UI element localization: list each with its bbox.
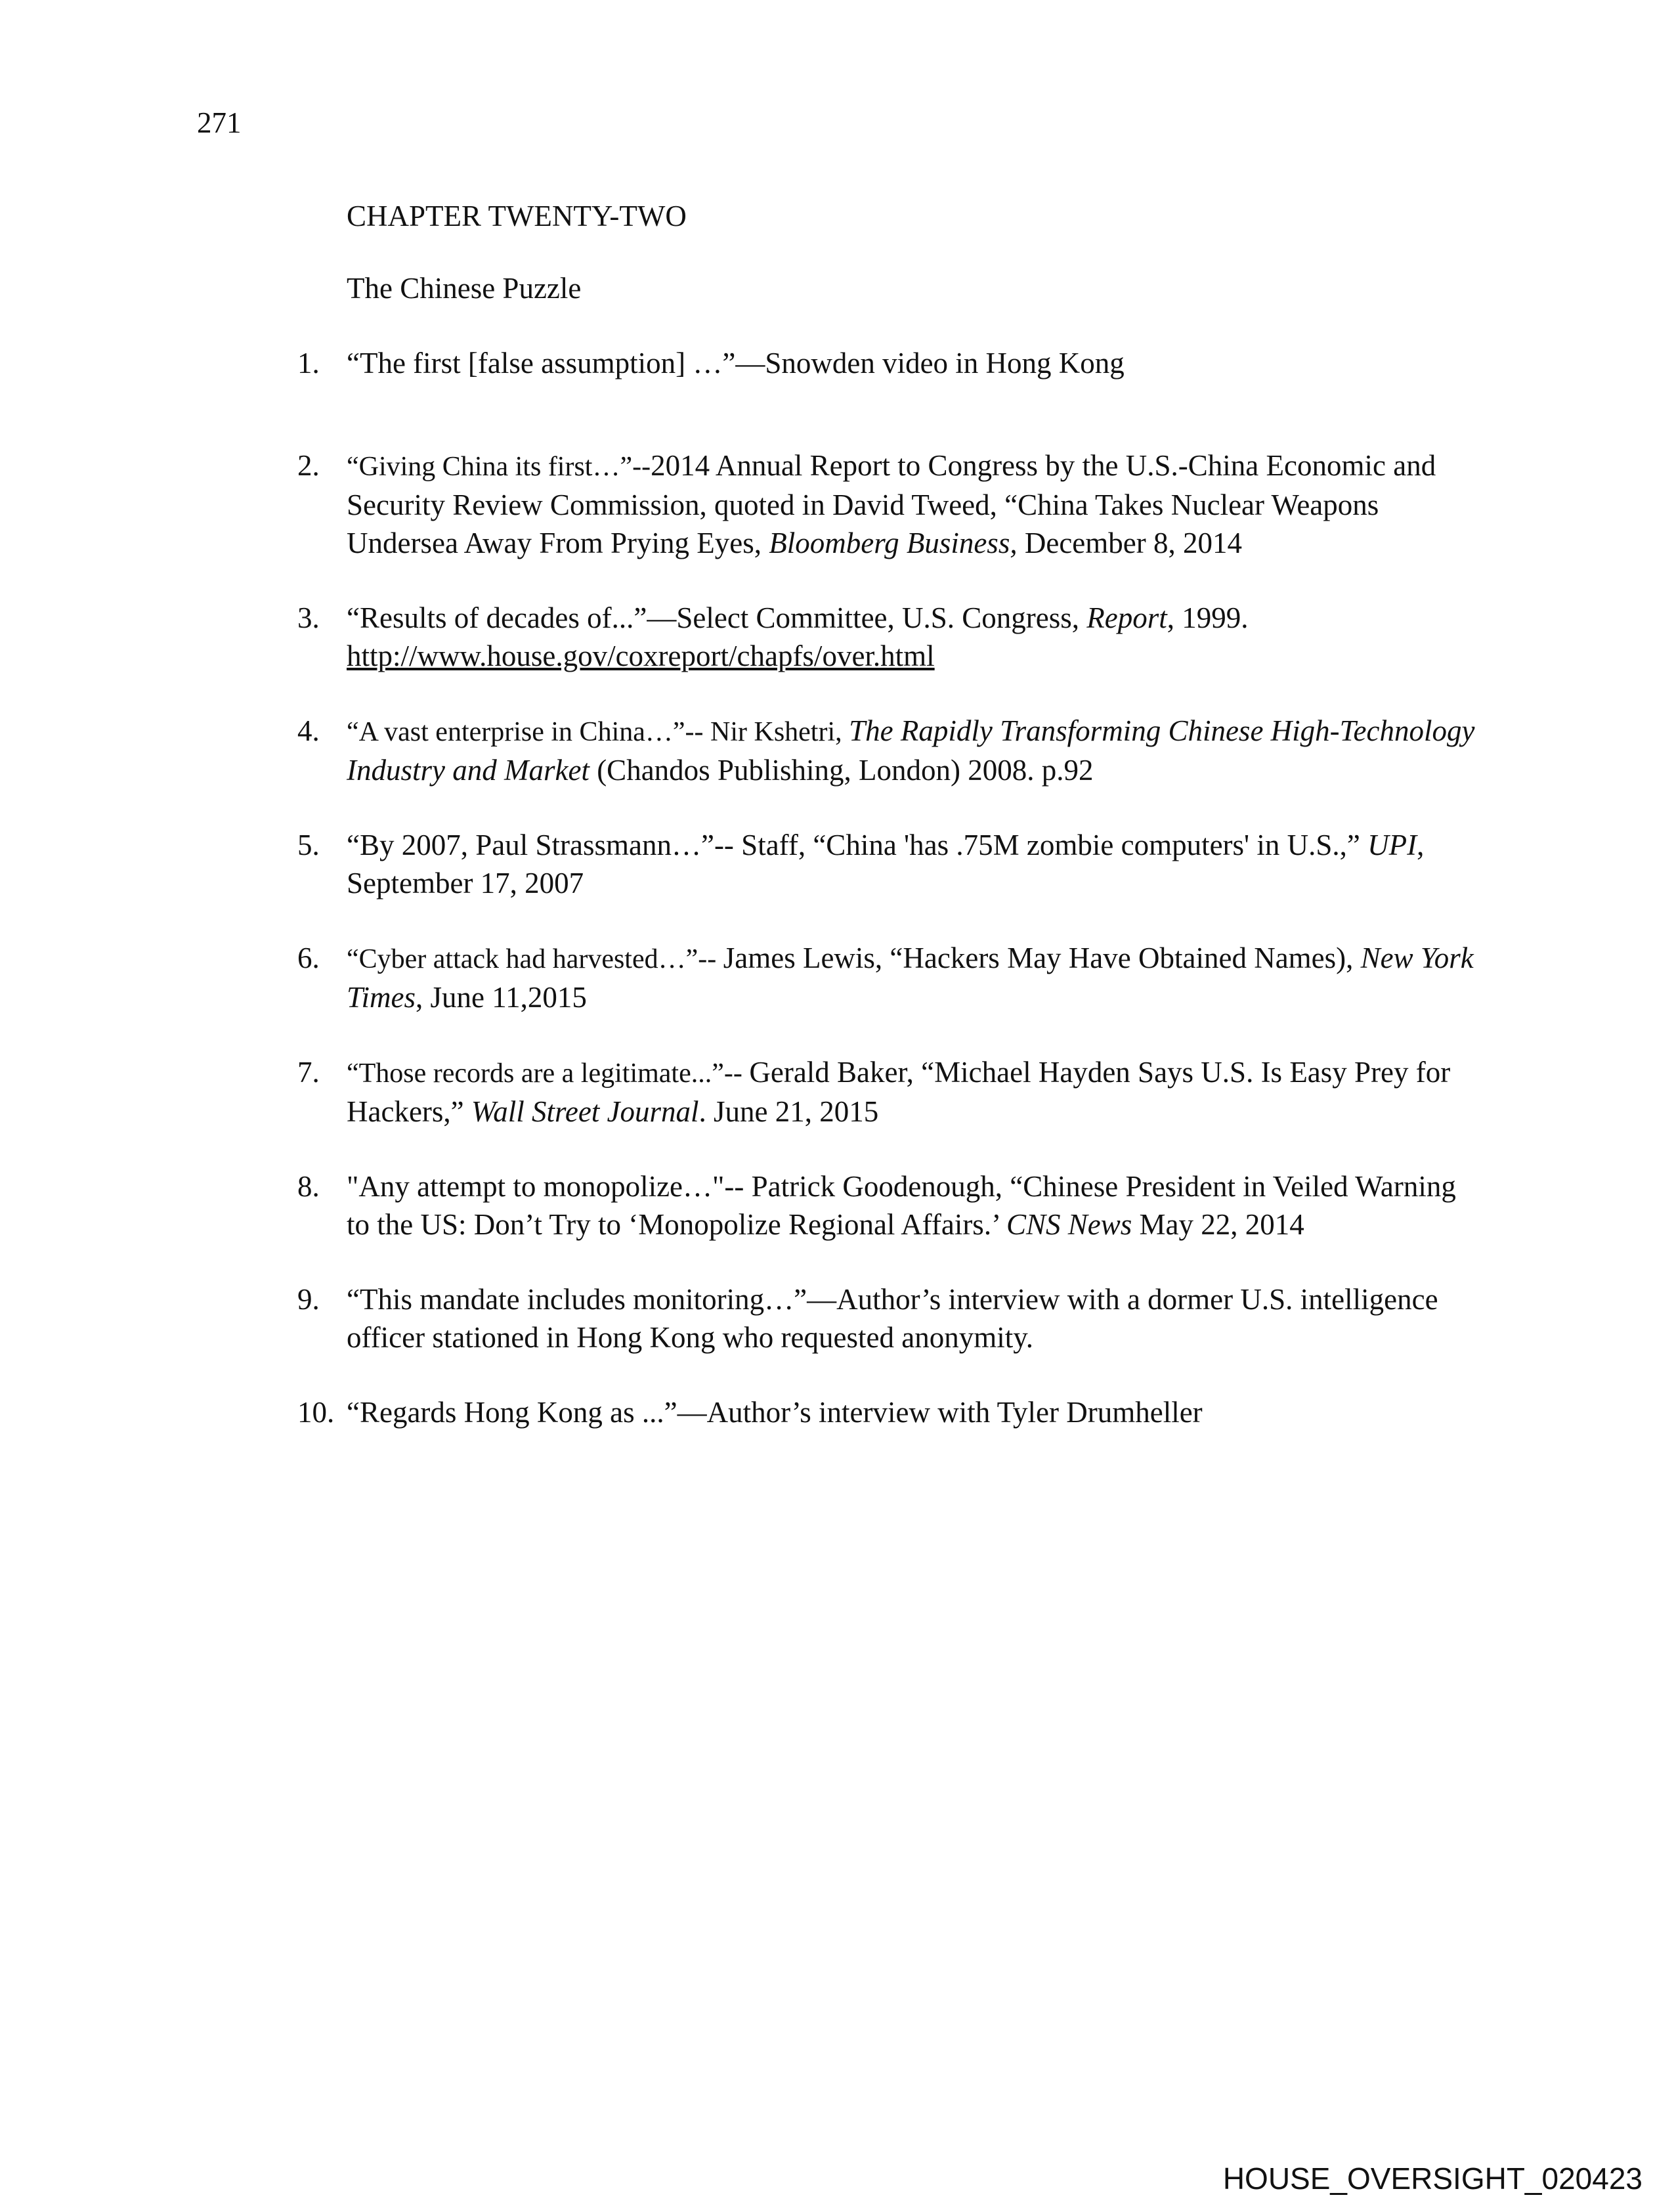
endnote-item	[297, 599, 1479, 675]
endnote-number: 2.	[297, 449, 320, 482]
bates-stamp: HOUSE_OVERSIGHT_020423	[1222, 2161, 1642, 2196]
endnote-number: 8.	[297, 1170, 320, 1203]
endnote-text	[347, 939, 1479, 1016]
endnote-item	[297, 939, 1479, 1016]
text-segment: “Results of decades of...”—Select Committee, U.S. Congress,	[347, 601, 1087, 634]
text-segment: 2014 Annual Report to Congress by the U.S.-China Economic and Security Review Commission, quoted in David Tweed, “China Takes Nuclear Weapons Undersea Away From Prying Eyes,	[347, 449, 1436, 559]
chapter-heading: CHAPTER TWENTY-TWO	[347, 200, 687, 232]
endnote-number: 10.	[297, 1396, 335, 1429]
page-content	[297, 197, 1479, 1468]
text-segment: Report	[1086, 601, 1167, 634]
text-segment: May 22, 2014	[1132, 1208, 1304, 1241]
endnote-number: 5.	[297, 829, 320, 861]
endnote-text	[347, 1393, 1479, 1431]
text-segment: “By 2007, Paul Strassmann…”-- Staff, “China 'has .75M zombie computers' in U.S.,”	[347, 829, 1368, 861]
endnote-item	[297, 1280, 1479, 1356]
text-segment: December 8, 2014	[1017, 527, 1242, 559]
endnote-item	[297, 1393, 1479, 1431]
text-segment: Bloomberg Business,	[769, 527, 1018, 559]
endnote-item	[297, 446, 1479, 562]
text-segment: “A vast enterprise in China…”-- Nir Kshetri,	[347, 717, 849, 747]
endnote-number: 4.	[297, 714, 320, 747]
endnote-text	[347, 1053, 1479, 1131]
endnote-text	[347, 826, 1479, 902]
text-segment: , 1999.	[1167, 601, 1249, 634]
endnote-number: 1.	[297, 347, 320, 380]
text-segment: “Cyber attack had harvested…”--	[347, 944, 723, 974]
endnote-item	[297, 712, 1479, 789]
text-segment: The Rapidly Transforming Chinese High-Technology Industry and Market	[347, 714, 1475, 787]
endnotes-list	[297, 344, 1479, 1431]
text-segment: James Lewis, “Hackers May Have Obtained Names),	[723, 942, 1361, 974]
endnote-number: 6.	[297, 942, 320, 974]
endnote-text	[347, 1280, 1479, 1356]
endnote-number: 3.	[297, 601, 320, 634]
endnote-item	[297, 1053, 1479, 1131]
endnote-item	[297, 826, 1479, 902]
text-segment: “The first [false assumption] …”—Snowden video in Hong Kong	[347, 347, 1125, 380]
text-segment: “Giving China its first…”--	[347, 452, 651, 482]
endnote-text	[347, 1167, 1479, 1244]
endnote-number: 7.	[297, 1056, 320, 1089]
url-link[interactable]: http://www.house.gov/coxreport/chapfs/over.html	[347, 640, 935, 672]
text-segment: “Those records are a legitimate...”--	[347, 1058, 750, 1089]
text-segment: Gerald Baker, “Michael Hayden Says U.S. Is Easy Prey for Hackers,”	[347, 1056, 1451, 1128]
endnote-number: 9.	[297, 1283, 320, 1316]
text-segment: “This mandate includes monitoring…”—Author’s interview with a dormer U.S. intelligence officer stationed in Hong Kong who requested anonymity.	[347, 1283, 1438, 1354]
page-number: 271	[197, 106, 242, 139]
text-segment: , June 11,2015	[416, 981, 587, 1014]
text-segment: New York Times	[347, 942, 1474, 1014]
text-segment: . June 21, 2015	[698, 1095, 879, 1128]
text-segment: CNS News	[1006, 1208, 1132, 1241]
endnote-text	[347, 344, 1479, 382]
text-segment: "Any attempt to monopolize…"-- Patrick Goodenough, “Chinese President in Veiled Warning to the US: Don’t Try to ‘Monopolize Regional Affairs.’	[347, 1170, 1456, 1241]
endnote-text	[347, 599, 1479, 675]
endnote-item	[297, 344, 1479, 382]
text-segment: “Regards Hong Kong as ...”—Author’s interview with Tyler Drumheller	[347, 1396, 1203, 1429]
chapter-title: The Chinese Puzzle	[347, 272, 582, 305]
endnote-text	[347, 712, 1479, 789]
text-segment: Wall Street Journal	[471, 1095, 699, 1128]
text-segment: (Chandos Publishing, London) 2008. p.92	[589, 754, 1094, 787]
text-segment: UPI	[1367, 829, 1417, 861]
text-segment: , September 17, 2007	[347, 829, 1425, 900]
endnote-text	[347, 446, 1479, 562]
endnote-item	[297, 1167, 1479, 1244]
